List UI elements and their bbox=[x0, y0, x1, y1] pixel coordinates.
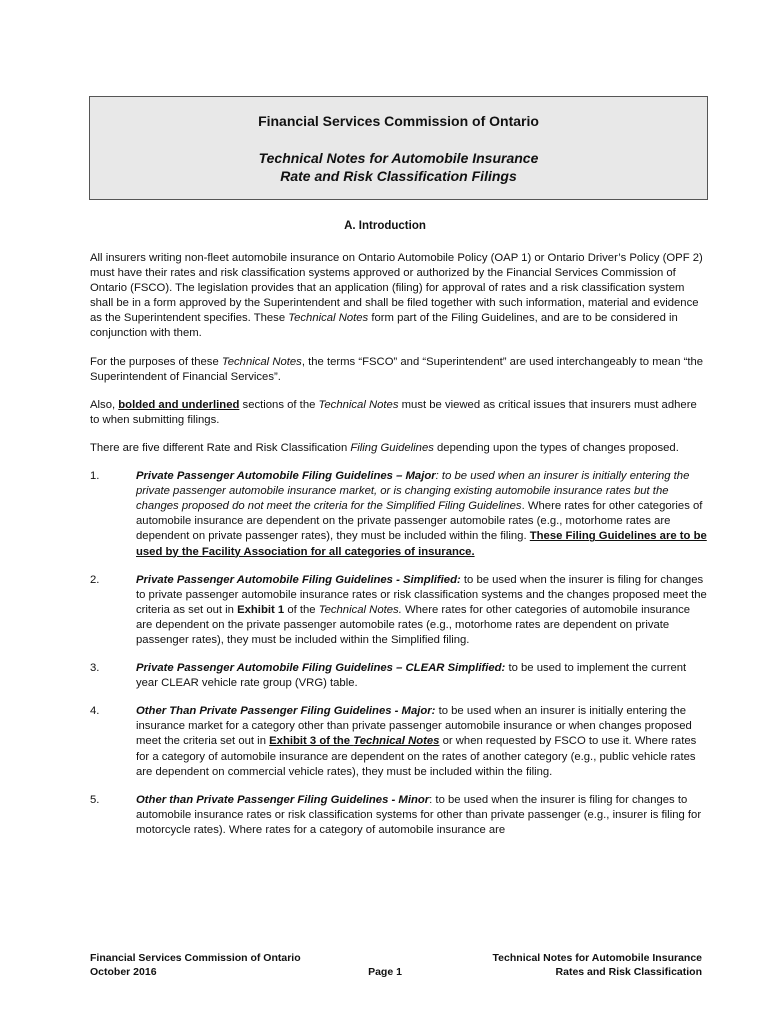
document-title-line1: Technical Notes for Automobile Insurance bbox=[258, 150, 539, 166]
document-title bbox=[90, 149, 707, 185]
list-item: 1. Private Passenger Automobile Filing Guidelines – Major: to be used when an insurer is initially entering the private passenger automobile insurance market, or is changing existing automobile insurance rates but the changes proposed do not meet the criteria for the Simplified Filing Guidelines. Where rates for other categories of automobile insurance are dependent on the private passenger automobile rates (e.g., motorhome rates are dependent on private passenger rates), they must be included within the filing. These Filing Guidelines are to be used by the Facility Association for all categories of insurance. bbox=[90, 470, 707, 558]
footer-doc-title: Technical Notes for Automobile Insurance bbox=[492, 952, 702, 964]
list-item: 2. Private Passenger Automobile Filing Guidelines - Simplified: to be used when the insurer is filing for changes to private passenger automobile insurance rates or risk classification systems and the changes proposed meet the criteria as set out in Exhibit 1 of the Technical Notes. Where rates for other categories of automobile insurance are dependent on the private passenger automobile rates (e.g., motorhome rates are dependent on private passenger rates), they must be included within the Simplified filing. bbox=[90, 573, 707, 646]
list-item: 3. Private Passenger Automobile Filing Guidelines – CLEAR Simplified: to be used to implement the current year CLEAR vehicle rate group (VRG) table. bbox=[90, 662, 687, 690]
definitions-paragraph: For the purposes of these Technical Notes, the terms “FSCO” and “Superintendent” are used interchangeably to mean “the Superintendent of Financial Services”. bbox=[90, 355, 704, 383]
organization-title: Financial Services Commission of Ontario bbox=[258, 113, 539, 129]
footer-date: October 2016 bbox=[90, 966, 157, 978]
critical-issues-paragraph: Also, bolded and underlined sections of the Technical Notes must be viewed as critical issues that insurers must adhere to when submitting filings. bbox=[90, 398, 697, 426]
page-number: Page 1 bbox=[368, 966, 402, 978]
list-number: 4. bbox=[90, 705, 100, 718]
document-title-box bbox=[89, 96, 708, 200]
footer-doc-subtitle: Rates and Risk Classification bbox=[555, 966, 702, 978]
document-title-line2: Rate and Risk Classification Filings bbox=[280, 168, 517, 184]
list-number: 5. bbox=[90, 793, 100, 806]
document-body bbox=[90, 251, 708, 851]
list-number: 1. bbox=[90, 470, 100, 483]
footer-organization: Financial Services Commission of Ontario bbox=[90, 952, 301, 964]
guidelines-intro-paragraph: There are five different Rate and Risk Classification Filing Guidelines depending upon the types of changes proposed. bbox=[90, 441, 679, 454]
footer-right bbox=[493, 951, 702, 979]
intro-paragraph: All insurers writing non-fleet automobile insurance on Ontario Automobile Policy (OAP 1) or Ontario Driver’s Policy (OPF 2) must have their rates and risk classification systems approved or authorized by the Financial Services Commission of Ontario (FSCO). The legislation provides that an application (filing) for approval of rates and a risk classification system shall be in a form approved by the Superintendent and shall be filed together with such information, material and evidence as the Superintendent specifies. These Technical Notes form part of the Filing Guidelines, and are to be considered in conjunction with them. bbox=[90, 252, 703, 340]
list-number: 3. bbox=[90, 662, 100, 675]
list-number: 2. bbox=[90, 573, 100, 586]
list-item: 5. Other than Private Passenger Filing Guidelines - Minor: to be used when the insurer is filing for changes to automobile insurance rates or risk classification systems for other than private passenger (e.g., insurer is filing for motorcycle rates). Where rates for a category of automobile insurance are bbox=[90, 793, 702, 836]
section-heading: A. Introduction bbox=[344, 220, 426, 232]
list-item: 4. Other Than Private Passenger Filing Guidelines - Major: to be used when an insurer is initially entering the insurance market for a category other than private passenger automobile insurance or when changes proposed meet the criteria set out in Exhibit 3 of the Technical Notes or when requested by FSCO to use it. Where rates for a category of automobile insurance are dependent on the rates of another category (e.g., public vehicle rates are dependent on commercial vehicle rates), they must be included within the filing. bbox=[90, 705, 697, 778]
